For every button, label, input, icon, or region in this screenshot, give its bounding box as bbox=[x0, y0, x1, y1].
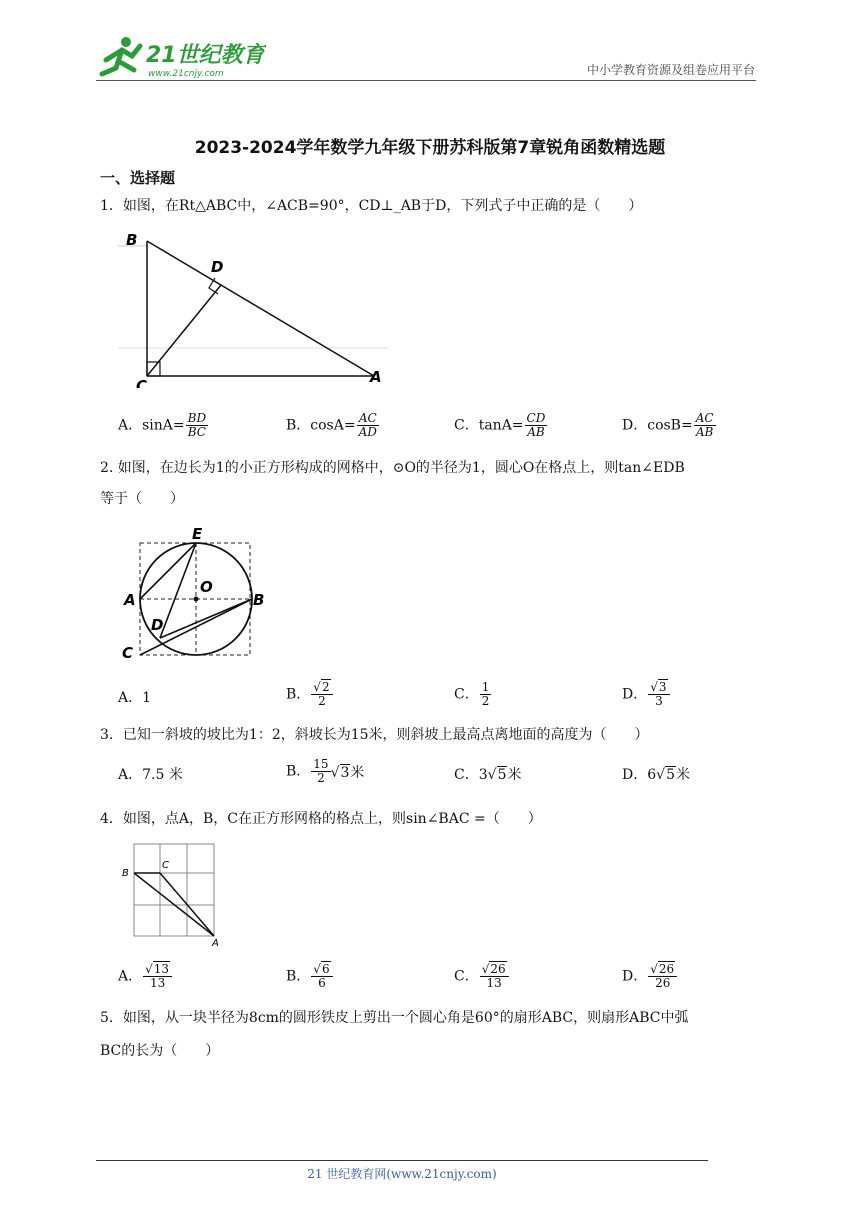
logo-text: 21世纪教育 bbox=[146, 43, 265, 68]
option-d[interactable]: D．cosB= $\frac{AC}{AB}$ bbox=[622, 411, 714, 439]
option-d[interactable]: D． $\frac{√26}{26}$ bbox=[622, 963, 677, 990]
question-4-stem: 4．如图，点A，B，C在正方形网格的格点上，则sin∠BAC =（ ） bbox=[100, 811, 542, 827]
question-2-figure bbox=[118, 524, 278, 668]
label-b: B bbox=[126, 231, 138, 249]
footer-divider bbox=[96, 1160, 708, 1161]
header-platform-text: 中小学教育资源及组卷应用平台 bbox=[586, 63, 755, 77]
section-heading: 一、选择题 bbox=[100, 169, 176, 187]
runner-logo-icon bbox=[102, 37, 140, 74]
option-a[interactable]: A．sinA= $\frac{BD}{BC}$ bbox=[118, 411, 207, 439]
label-e: E bbox=[192, 525, 203, 543]
question-5-stem-line1: 5．如图，从一块半径为8cm的圆形铁皮上剪出一个圆心角是60°的扇形ABC，则扇形ABC中弧 bbox=[100, 1010, 689, 1026]
option-c[interactable]: C． $\frac{1}{2}$ bbox=[454, 680, 490, 708]
option-b[interactable]: B．cosA= $\frac{AC}{AD}$ bbox=[286, 411, 377, 439]
logo-url: www.21cnjy.com bbox=[148, 69, 224, 79]
header-divider bbox=[96, 80, 756, 81]
option-c[interactable]: C．3√5米 bbox=[454, 767, 522, 783]
label-b: B bbox=[253, 591, 265, 609]
option-b[interactable]: B． $\frac{√6}{6}$ bbox=[286, 963, 333, 990]
option-c[interactable]: C． $\frac{√26}{13}$ bbox=[454, 963, 509, 990]
footer-link[interactable]: 21 世纪教育网(www.21cnjy.com) bbox=[307, 1167, 497, 1181]
label-c: C bbox=[122, 644, 134, 662]
option-b[interactable]: B． $\frac{√2}{2}$ bbox=[286, 681, 333, 708]
option-a[interactable]: A． $\frac{√13}{13}$ bbox=[118, 963, 172, 990]
question-2-stem-line1: 2. 如图，在边长为1的小正方形构成的网格中，⊙O的半径为1，圆心O在格点上，则tan∠EDB bbox=[100, 460, 685, 476]
option-c[interactable]: C．tanA= $\frac{CD}{AB}$ bbox=[454, 411, 546, 439]
option-d[interactable]: D． $\frac{√3}{3}$ bbox=[622, 681, 670, 708]
question-1-stem: 1．如图，在Rt△ABC中，∠ACB=90°，CD⊥_AB于D，下列式子中正确的是（ ） bbox=[100, 198, 643, 214]
label-c: C bbox=[136, 377, 148, 388]
site-logo bbox=[96, 34, 266, 80]
label-a: A bbox=[212, 938, 219, 949]
question-1-figure bbox=[118, 228, 398, 392]
option-d[interactable]: D．6√5米 bbox=[622, 767, 690, 783]
option-b[interactable]: B． $\frac{15}{2}$ √3米 bbox=[286, 757, 365, 785]
option-a[interactable]: A．7.5 米 bbox=[118, 767, 183, 783]
label-c: C bbox=[162, 860, 169, 871]
label-d: D bbox=[151, 616, 164, 634]
question-4-options bbox=[118, 963, 758, 999]
label-b: B bbox=[122, 868, 129, 879]
page-title: 2023-2024学年数学九年级下册苏科版第7章锐角函数精选题 bbox=[194, 138, 666, 158]
question-2-stem-line2: 等于（ ） bbox=[100, 491, 184, 507]
label-o: O bbox=[200, 578, 213, 596]
question-5-stem-line2: BC的长为（ ） bbox=[100, 1043, 220, 1059]
question-4-figure bbox=[118, 838, 228, 954]
question-3-options bbox=[118, 758, 758, 794]
label-a: A bbox=[124, 591, 136, 609]
question-1-options bbox=[118, 412, 758, 444]
question-3-stem: 3．已知一斜坡的坡比为1：2，斜坡长为15米，则斜坡上最高点离地面的高度为（ ） bbox=[100, 727, 649, 743]
label-a: A bbox=[370, 368, 382, 386]
label-d: D bbox=[211, 258, 224, 276]
option-a[interactable]: A．1 bbox=[118, 690, 152, 706]
question-2-options bbox=[118, 681, 758, 717]
